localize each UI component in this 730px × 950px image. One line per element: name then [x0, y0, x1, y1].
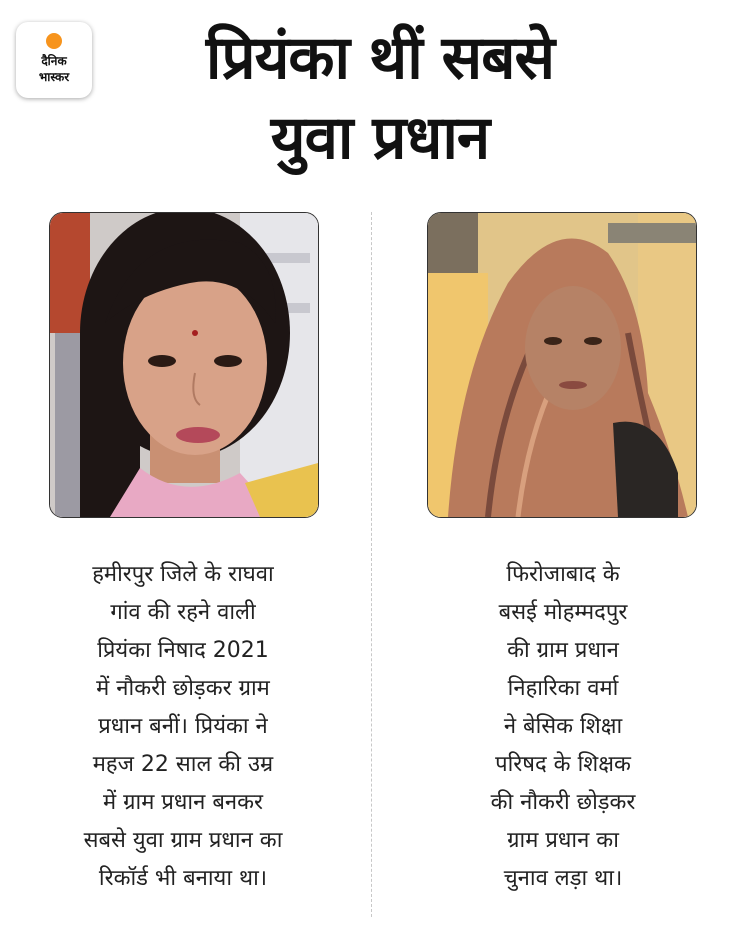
caption-line: में ग्राम प्रधान बनकर — [102, 790, 264, 815]
caption-line: ने बेसिक शिक्षा — [503, 714, 623, 739]
caption-line: की ग्राम प्रधान — [507, 638, 619, 663]
headline — [120, 18, 640, 178]
sun-icon — [46, 33, 62, 49]
column-divider — [371, 212, 372, 917]
headline-line1: प्रियंका थीं सबसे — [205, 23, 555, 93]
caption-line: परिषद के शिक्षक — [495, 752, 631, 777]
caption-line: गांव की रहने वाली — [110, 600, 256, 625]
caption-line: ग्राम प्रधान का — [507, 828, 619, 853]
priyanka-caption — [38, 556, 328, 898]
caption-line: की नौकरी छोड़कर — [490, 790, 636, 815]
caption-line: रिकॉर्ड भी बनाया था। — [98, 866, 268, 891]
caption-line: फिरोजाबाद के — [506, 562, 620, 587]
caption-line: हमीरपुर जिले के राघवा — [92, 562, 274, 587]
caption-line: प्रियंका निषाद 2021 — [97, 638, 269, 663]
logo-text-line2: भास्कर — [38, 70, 70, 84]
logo-text-line1: दैनिक — [41, 54, 67, 68]
priyanka-photo — [49, 212, 319, 518]
caption-line: निहारिका वर्मा — [507, 676, 619, 701]
caption-line: चुनाव लड़ा था। — [503, 866, 623, 891]
woman-in-saree-portrait-icon — [428, 213, 696, 517]
caption-line: बसई मोहम्मदपुर — [498, 600, 628, 625]
niharika-caption — [418, 556, 708, 898]
headline-line2: युवा प्रधान — [270, 103, 490, 173]
woman-portrait-icon — [50, 213, 318, 517]
caption-line: प्रधान बनीं। प्रियंका ने — [98, 714, 268, 739]
dainik-bhaskar-logo[interactable] — [16, 22, 92, 98]
caption-line: में नौकरी छोड़कर ग्राम — [96, 676, 270, 701]
caption-line: सबसे युवा ग्राम प्रधान का — [83, 828, 283, 853]
caption-line: महज 22 साल की उम्र — [92, 752, 274, 777]
niharika-photo — [427, 212, 697, 518]
